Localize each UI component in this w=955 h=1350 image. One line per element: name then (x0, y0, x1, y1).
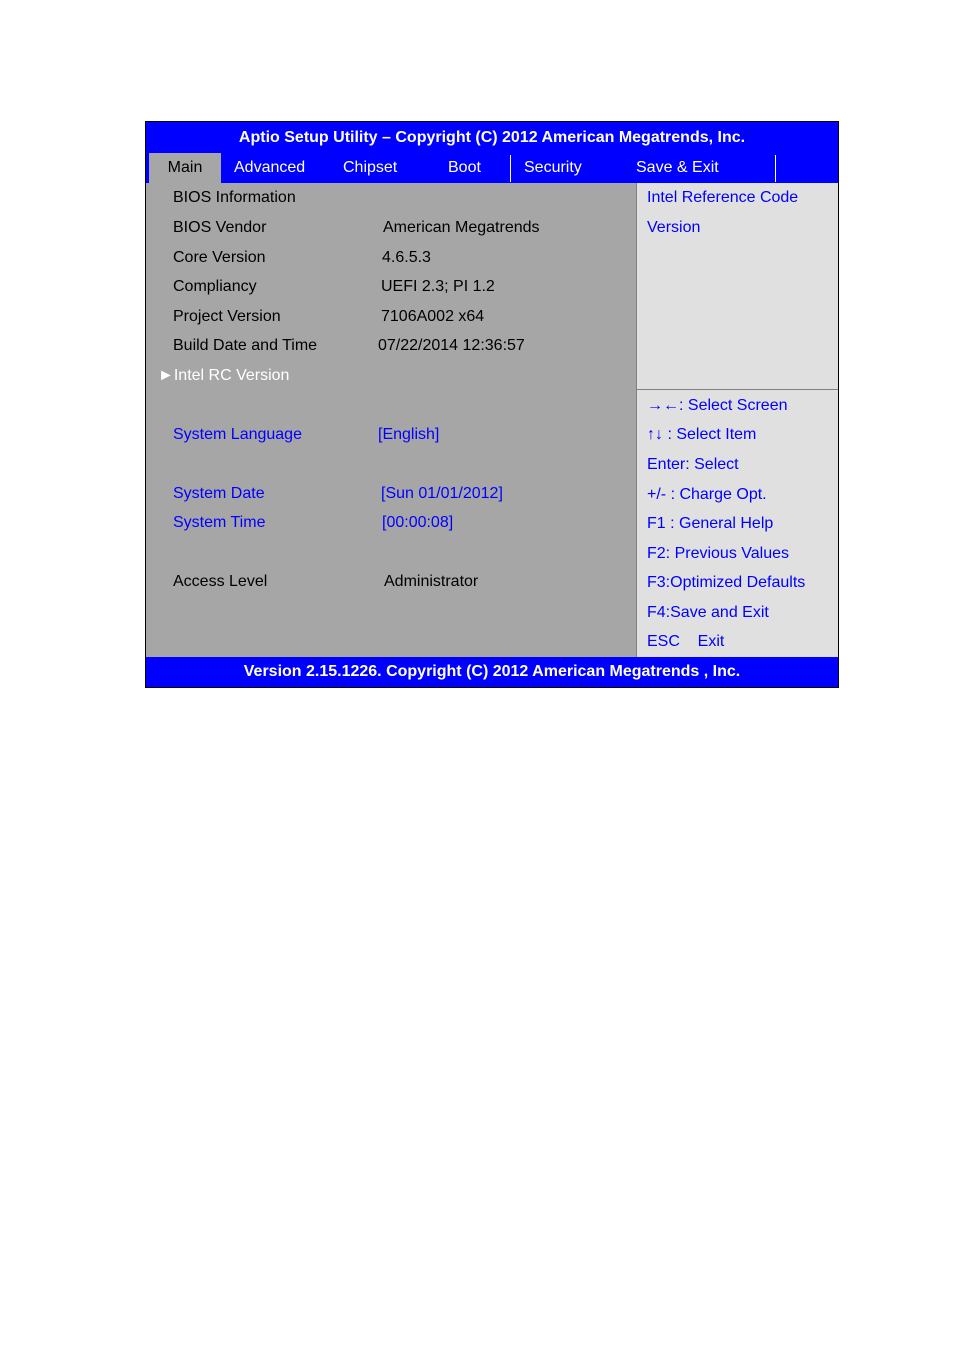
system-language-label[interactable]: System Language (173, 426, 302, 443)
system-date-label[interactable]: System Date (173, 485, 265, 502)
main-panel (146, 183, 636, 657)
submenu-arrow-icon: ► (158, 367, 174, 384)
system-language-value[interactable]: [English] (378, 426, 440, 443)
access-level-value: Administrator (384, 573, 479, 590)
key-hint-save-exit: F4:Save and Exit (647, 604, 769, 621)
item-help-box (637, 183, 838, 390)
submenu-intel-rc-version[interactable] (158, 367, 289, 385)
help-panel (636, 183, 838, 657)
help-text-line1: Intel Reference Code (647, 189, 799, 206)
project-version-label: Project Version (173, 308, 281, 325)
tab-security[interactable]: Security (524, 159, 582, 176)
footer-bar (146, 657, 838, 687)
key-hint-optimized-defaults: F3:Optimized Defaults (647, 574, 806, 591)
key-hint-change-option: +/- : Charge Opt. (647, 486, 767, 503)
key-hint-previous-values: F2: Previous Values (647, 545, 789, 562)
tab-boot[interactable]: Boot (448, 159, 481, 176)
tab-chipset[interactable]: Chipset (343, 159, 398, 176)
compliancy-value: UEFI 2.3; PI 1.2 (381, 278, 495, 295)
tab-advanced[interactable]: Advanced (234, 159, 306, 176)
system-date-value[interactable]: [Sun 01/01/2012] (381, 485, 503, 502)
window-title: Aptio Setup Utility – Copyright (C) 2012 American Megatrends, Inc. (238, 129, 746, 146)
title-bar (146, 122, 838, 153)
key-hint-enter: Enter: Select (647, 456, 739, 473)
key-hint-esc-exit: ESC Exit (647, 633, 725, 650)
core-version-value: 4.6.5.3 (382, 249, 431, 266)
footer-version-text: Version 2.15.1226. Copyright (C) 2012 American Megatrends , Inc. (243, 663, 741, 680)
project-version-value: 7106A002 x64 (381, 308, 485, 325)
system-time-label[interactable]: System Time (173, 514, 266, 531)
core-version-label: Core Version (173, 249, 266, 266)
bios-setup-window (145, 121, 839, 688)
bios-vendor-value: American Megatrends (383, 219, 540, 236)
submenu-label: Intel RC Version (173, 367, 290, 384)
key-hint-select-item: ↑↓ : Select Item (647, 426, 757, 443)
menu-separator (775, 155, 776, 182)
system-time-value[interactable]: [00:00:08] (382, 514, 454, 531)
menu-separator (510, 155, 511, 182)
menu-bar (146, 153, 838, 183)
build-date-value: 07/22/2014 12:36:57 (378, 337, 525, 354)
tab-main[interactable]: Main (149, 153, 221, 183)
key-hint-general-help: F1 : General Help (647, 515, 774, 532)
section-header-bios-information: BIOS Information (173, 189, 296, 206)
access-level-label: Access Level (173, 573, 268, 590)
key-hint-select-screen: →←: Select Screen (647, 397, 788, 414)
compliancy-label: Compliancy (173, 278, 257, 295)
bios-vendor-label: BIOS Vendor (173, 219, 267, 236)
tab-save-exit[interactable]: Save & Exit (636, 159, 719, 176)
build-date-label: Build Date and Time (173, 337, 318, 354)
help-text-line2: Version (647, 219, 701, 236)
